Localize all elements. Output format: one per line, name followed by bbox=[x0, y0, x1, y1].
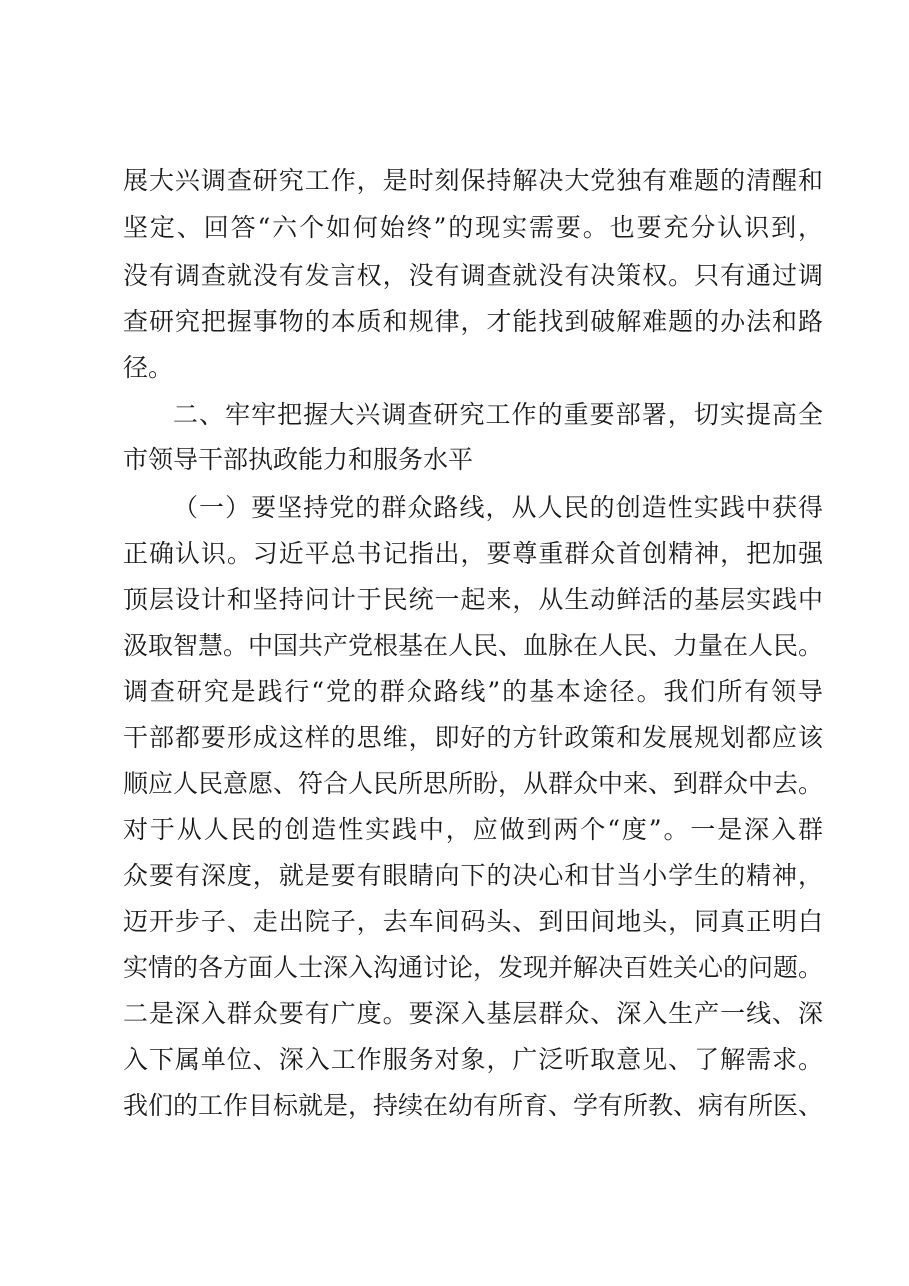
text-line-19: 二是深入群众要有广度。要深入基层群众、深入生产一线、深 bbox=[123, 999, 823, 1028]
text-line-18: 实情的各方面人士深入沟通讨论，发现并解决百姓关心的问题。 bbox=[123, 953, 824, 982]
text-line-2: 坚定、回答“六个如何始终”的现实需要。也要充分认识到， bbox=[123, 213, 823, 242]
text-line-14: 顺应人民意愿、符合人民所思所盼，从群众中来、到群众中去。 bbox=[123, 769, 824, 798]
text-line-20: 入下属单位、深入工作服务对象，广泛听取意见、了解需求。 bbox=[123, 1045, 823, 1074]
section-heading-line-1: 二、牢牢把握大兴调查研究工作的重要部署，切实提高全 bbox=[173, 400, 823, 429]
text-line-13: 干部都要形成这样的思维，即好的方针政策和发展规划都应该 bbox=[123, 723, 823, 752]
text-line-1: 展大兴调查研究工作，是时刻保持解决大党独有难题的清醒和 bbox=[123, 166, 823, 195]
section-heading-line-2: 市领导干部执政能力和服务水平 bbox=[123, 445, 474, 474]
text-line-11: 汲取智慧。中国共产党根基在人民、血脉在人民、力量在人民。 bbox=[123, 631, 824, 660]
text-line-21: 我们的工作目标就是，持续在幼有所育、学有所教、病有所医、 bbox=[123, 1091, 824, 1120]
text-line-17: 迈开步子、走出院子，去车间码头、到田间地头，同真正明白 bbox=[123, 907, 823, 936]
subsection-line-1: （一）要坚持党的群众路线，从人民的创造性实践中获得 bbox=[173, 493, 823, 522]
text-line-12: 调查研究是践行“党的群众路线”的基本途径。我们所有领导 bbox=[123, 677, 823, 706]
text-line-5: 径。 bbox=[123, 353, 174, 382]
text-line-10: 顶层设计和坚持问计于民统一起来，从生动鲜活的基层实践中 bbox=[123, 585, 823, 614]
text-line-16: 众要有深度，就是要有眼睛向下的决心和甘当小学生的精神， bbox=[123, 861, 823, 890]
text-line-3: 没有调查就没有发言权，没有调查就没有决策权。只有通过调 bbox=[123, 261, 823, 290]
text-line-4: 查研究把握事物的本质和规律，才能找到破解难题的办法和路 bbox=[123, 307, 823, 336]
text-line-15: 对于从人民的创造性实践中，应做到两个“度”。一是深入群 bbox=[123, 815, 823, 844]
text-line-9: 正确认识。习近平总书记指出，要尊重群众首创精神，把加强 bbox=[123, 539, 823, 568]
